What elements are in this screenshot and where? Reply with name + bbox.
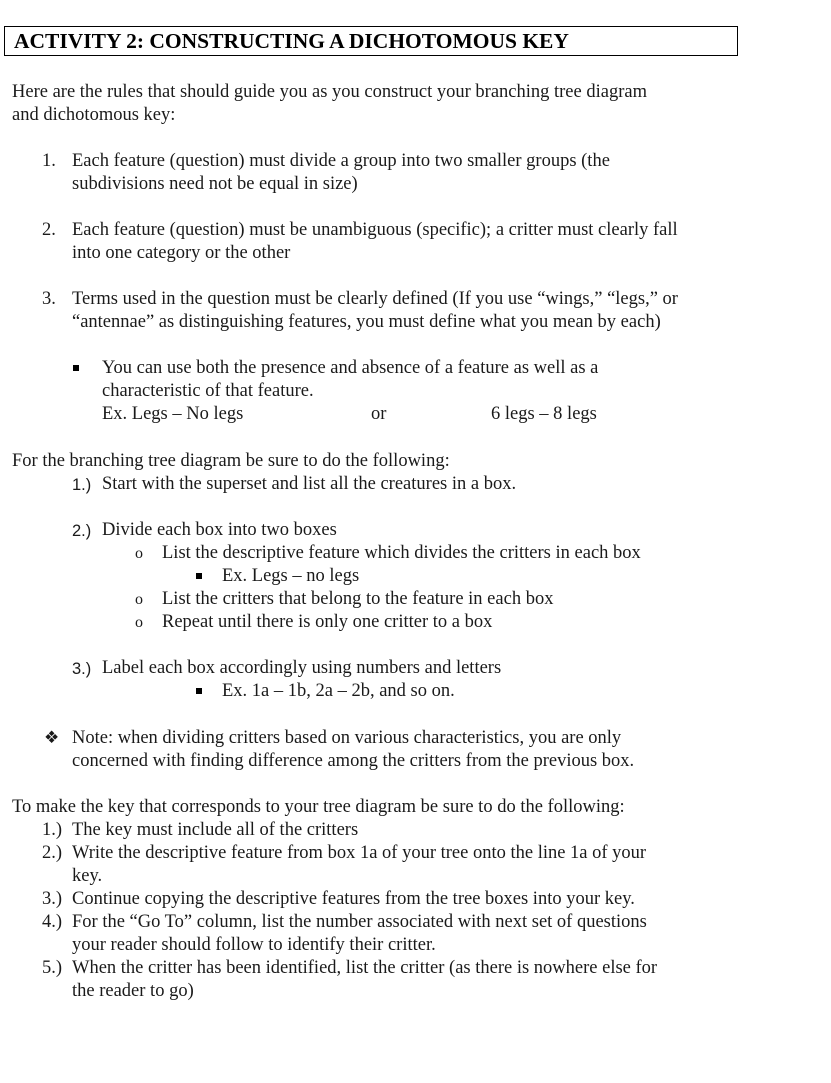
tree-step-2-sub-3: Repeat until there is only one critter to a box [162,612,493,632]
intro-line-2: and dichotomous key: [12,105,176,125]
square-bullet-icon [73,365,79,371]
note-line-2: concerned with finding difference among the critters from the previous box. [72,751,635,771]
rule-number: 1. [42,151,56,171]
rule-note-line-1: You can use both the presence and absence of a feature as well as a [102,358,599,378]
rule-line-2: into one category or the other [72,243,291,263]
key-item-2-text-cont: key. [72,866,103,886]
tree-step-3-text: Label each box accordingly using numbers and letters [102,658,502,678]
square-bullet-icon [196,573,202,579]
rule-line-2: “antennae” as distinguishing features, you must define what you mean by each) [72,312,661,332]
key-heading: To make the key that corresponds to your tree diagram be sure to do the following: [12,797,625,817]
diamond-bullet-icon: ❖ [44,728,60,747]
tree-step-3-number: 3.) [72,660,92,678]
intro-line-1: Here are the rules that should guide you as you construct your branching tree diagram [12,82,647,102]
rule-line-1: Each feature (question) must divide a group into two smaller groups (the [72,151,610,171]
intro-paragraph [12,81,712,127]
key-item-5-number: 5.) [42,958,63,978]
key-item-2-number: 2.) [42,843,63,863]
rule-note-example-alt: 6 legs – 8 legs [491,404,597,424]
tree-step-2-sub-1: List the descriptive feature which divides the critters in each box [162,543,641,563]
key-item-3-number: 3.) [42,889,63,909]
page-title: ACTIVITY 2: CONSTRUCTING A DICHOTOMOUS KEY [4,26,738,56]
square-bullet-icon [196,688,202,694]
rule-line-2: subdivisions need not be equal in size) [72,174,358,194]
key-item-4-text: For the “Go To” column, list the number associated with next set of questions [72,912,647,932]
key-item-5-text: When the critter has been identified, list the critter (as there is nowhere else for [72,958,658,978]
rule-number: 2. [42,220,56,240]
key-item-3-text: Continue copying the descriptive features from the tree boxes into your key. [72,889,635,909]
tree-step-1-number: 1.) [72,476,92,494]
tree-step-2-sub-2: List the critters that belong to the feature in each box [162,589,554,609]
key-item-4-text-cont: your reader should follow to identify their critter. [72,935,436,955]
key-item-4-number: 4.) [42,912,63,932]
rule-note-example: Ex. Legs – No legs [102,404,244,424]
tree-step-3-example: Ex. 1a – 1b, 2a – 2b, and so on. [222,681,455,701]
key-item-2-text: Write the descriptive feature from box 1a of your tree onto the line 1a of your [72,843,647,863]
circle-bullet-icon: o [135,545,143,562]
tree-step-2-sub-1-example: Ex. Legs – no legs [222,566,360,586]
tree-step-2-number: 2.) [72,522,92,540]
key-item-1-number: 1.) [42,820,63,840]
tree-step-2-text: Divide each box into two boxes [102,520,337,540]
circle-bullet-icon: o [135,591,143,608]
tree-heading: For the branching tree diagram be sure to do the following: [12,451,450,471]
rule-number: 3. [42,289,56,309]
rule-note-or: or [371,404,387,424]
rule-line-1: Terms used in the question must be clearly defined (If you use “wings,” “legs,” or [72,289,678,309]
key-item-1-text: The key must include all of the critters [72,820,359,840]
key-item-5-text-cont: the reader to go) [72,981,194,1001]
rule-line-1: Each feature (question) must be unambiguous (specific); a critter must clearly fall [72,220,678,240]
note-line-1: Note: when dividing critters based on various characteristics, you are only [72,728,622,748]
rule-note-line-2: characteristic of that feature. [102,381,314,401]
tree-step-1-text: Start with the superset and list all the creatures in a box. [102,474,517,494]
circle-bullet-icon: o [135,614,143,631]
